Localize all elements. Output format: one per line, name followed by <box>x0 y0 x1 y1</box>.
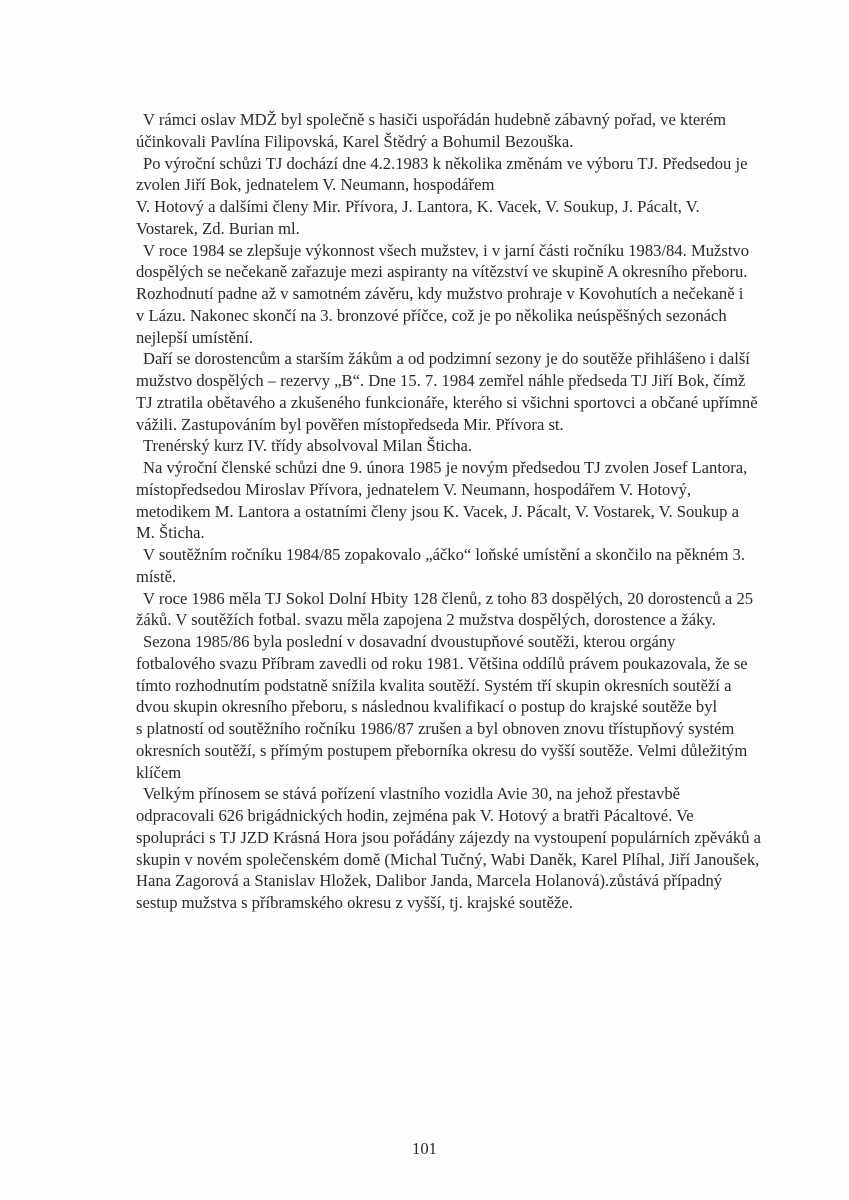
text-line: zvolen Jiří Bok, jednatelem V. Neumann, hospodářem <box>136 175 495 195</box>
text-line: dvou skupin okresního přeboru, s následnou kvalifikací o postup do krajské soutěže byl <box>136 697 718 717</box>
text-line: metodikem M. Lantora a ostatními členy jsou K. Vacek, J. Pácalt, V. Vostarek, V. Soukup a <box>136 501 739 521</box>
text-line: účinkovali Pavlína Filipovská, Karel Štědrý a Bohumil Bezouška. <box>136 131 574 151</box>
text-line: spolupráci s TJ JZD Krásná Hora jsou pořádány zájezdy na vystoupení populárních zpěváků a <box>136 827 762 847</box>
text-line: nejlepší umístění. <box>136 327 254 347</box>
text-line: skupin v novém společenském domě (Michal Tučný, Wabi Daněk, Karel Plíhal, Jiří Janoušek, <box>136 849 760 869</box>
text-line: dospělých se nečekaně zařazuje mezi aspiranty na vítězství ve skupině A okresního přeboru. <box>136 262 748 282</box>
text-line: okresních soutěží, s přímým postupem přeborníka okresu do vyšší soutěže. Velmi důležitým <box>136 740 748 760</box>
text-line: místě. <box>136 566 177 586</box>
paragraph-first-line: Sezona 1985/86 byla poslední v dosavadní dvoustupňové soutěži, kterou orgány <box>143 632 676 651</box>
text-line: s platností od soutěžního ročníku 1986/87 zrušen a byl obnoven znovu třístupňový systém <box>136 719 735 738</box>
paragraph-first-line: Daří se dorostencům a starším žákům a od podzimní sezony je do soutěže přihlášeno i další <box>143 349 750 369</box>
text-line: Vostarek, Zd. Burian ml. <box>136 218 300 238</box>
text-line: M. Šticha. <box>136 523 205 543</box>
paragraph-first-line: V rámci oslav MDŽ byl společně s hasiči uspořádán hudebně zábavný pořad, ve kterém <box>143 110 727 129</box>
text-line: klíčem <box>136 762 182 782</box>
paragraph-first-line: Na výroční členské schůzi dne 9. února 1985 je novým předsedou TJ zvolen Josef Lantora, <box>143 458 748 477</box>
text-line: fotbalového svazu Příbram zavedli od roku 1981. Většina oddílů právem poukazovala, že se <box>136 653 748 673</box>
text-line: v Lázu. Nakonec skončí na 3. bronzové příčce, což je po několika neúspěšných sezonách <box>136 305 727 325</box>
text-line: tímto rozhodnutím podstatně snížila kvalita soutěží. Systém tří skupin okresních soutěží a <box>136 675 732 695</box>
paragraph-first-line: Velkým přínosem se stává pořízení vlastního vozidla Avie 30, na jehož přestavbě <box>143 784 681 804</box>
text-line: sestup mužstva s příbramského okresu z vyšší, tj. krajské soutěže. <box>136 893 573 912</box>
text-line: žáků. V soutěžích fotbal. svazu měla zapojena 2 mužstva dospělých, dorostence a žáky. <box>136 610 716 630</box>
paragraph-first-line: V roce 1984 se zlepšuje výkonnost všech mužstev, i v jarní části ročníku 1983/84. Mužstvo <box>143 240 750 260</box>
text-line: odpracovali 626 brigádnických hodin, zejména pak V. Hotový a bratři Pácaltové. Ve <box>136 806 694 825</box>
paragraph-first-line: Trenérský kurz IV. třídy absolvoval Milan Šticha. <box>143 436 473 456</box>
paragraph-first-line: V soutěžním ročníku 1984/85 zopakovalo „áčko“ loňské umístění a skončilo na pěkném 3. <box>143 545 746 564</box>
body-text <box>136 109 826 914</box>
page-number: 101 <box>412 1139 437 1158</box>
text-line: mužstvo dospělých – rezervy „B“. Dne 15. 7. 1984 zemřel náhle předseda TJ Jiří Bok, čímž <box>136 371 746 390</box>
text-line: TJ ztratila obětavého a zkušeného funkcionáře, kterého si všichni sportovci a občané upřímně <box>136 392 758 412</box>
text-line: V. Hotový a dalšími členy Mir. Přívora, J. Lantora, K. Vacek, V. Soukup, J. Pácalt, V. <box>136 197 700 216</box>
text-line: Rozhodnutí padne až v samotném závěru, kdy mužstvo prohraje v Kovohutích a nečekaně i <box>136 284 744 303</box>
text-line: vážili. Zastupováním byl pověřen místopředseda Mir. Přívora st. <box>136 414 564 434</box>
paragraph-first-line: Po výroční schůzi TJ dochází dne 4.2.1983 k několika změnám ve výboru TJ. Předsedou je <box>143 153 748 173</box>
text-line: Hana Zagorová a Stanislav Hložek, Dalibor Janda, Marcela Holanová).zůstává případný <box>136 871 723 891</box>
text-line: místopředsedou Miroslav Přívora, jednatelem V. Neumann, hospodářem V. Hotový, <box>136 479 692 499</box>
paragraph-first-line: V roce 1986 měla TJ Sokol Dolní Hbity 128 členů, z toho 83 dospělých, 20 dorostenců a 25 <box>143 588 754 608</box>
